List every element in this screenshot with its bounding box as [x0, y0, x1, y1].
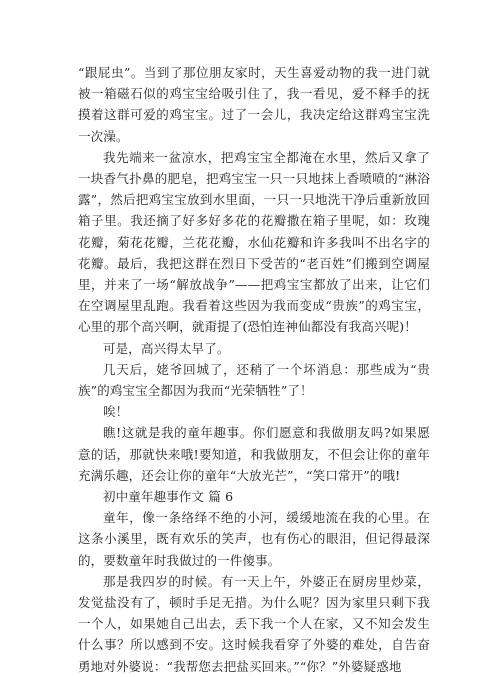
paragraph-1: “跟屁虫”。当到了那位朋友家时，天生喜爱动物的我一进门就被一箱磁石似的鸡宝宝给吸引住了，我一看见，爱不释手的抚摸着这群可爱的鸡宝宝。过了一会儿，我决定给这群鸡宝宝洗一次澡。: [78, 65, 430, 144]
paragraph-5: 唉！: [103, 404, 129, 420]
paragraph-6: 瞧!这就是我的童年趣事。你们愿意和我做朋友吗?如果愿意的话，那就快来哦!要知道，和我做朋友，不但会让你的童年充满乐趣，还会让你的童年“大放光芒”，“笑口常开”的哦!: [78, 425, 430, 483]
paragraph-7: 童年，像一条络绎不绝的小河，缓缓地流在我的心里。在这条小溪里，既有欢乐的笑声，也有伤心的眼泪，但记得最深的，要数童年时我做过的一件傻事。: [78, 510, 430, 568]
section-heading: 初中童年趣事作文 篇 6: [103, 489, 234, 505]
paragraph-8: 那是我四岁的时候。有一天上午，外婆正在厨房里炒菜，发觉盐没有了，顿时手足无措。为什么呢？因为家里只剩下我一个人，如果她自己出去，丢下我一个人在家，又不知会发生什么事？所以感到不安。这时候我看穿了外婆的难处，自告奋勇地对外婆说：“我帮您去把盐买回来。”“你？”外婆疑惑地: [78, 573, 430, 674]
paragraph-2: 我先端来一盆凉水，把鸡宝宝全都淹在水里，然后又拿了一块香气扑鼻的肥皂，把鸡宝宝一只一只地抹上香喷喷的“淋浴露”，然后把鸡宝宝放到水里面，一只一只地洗干净后重新放回箱子里。我还摘了好多好多花的花瓣撒在箱子里呢，如：玫瑰花瓣，菊花花瓣，兰花花瓣，水仙花瓣和许多我叫不出名字的花瓣。最后，我把这群在烈日下受苦的“老百姓”们搬到空调屋里，并来了一场“解放战争”——把鸡宝宝都放了出来，让它们在空调屋里乱跑。我看着这些因为我而变成“贵族”的鸡宝宝，心里的那个高兴啊，就甭提了(恐怕连神仙都没有我高兴呢)！: [78, 149, 430, 335]
paragraph-3: 可是，高兴得太早了。: [103, 340, 230, 356]
paragraph-4: 几天后，姥爷回城了，还稍了一个坏消息：那些成为“贵族”的鸡宝宝全都因为我而“光荣牺牲”了！: [78, 361, 430, 399]
